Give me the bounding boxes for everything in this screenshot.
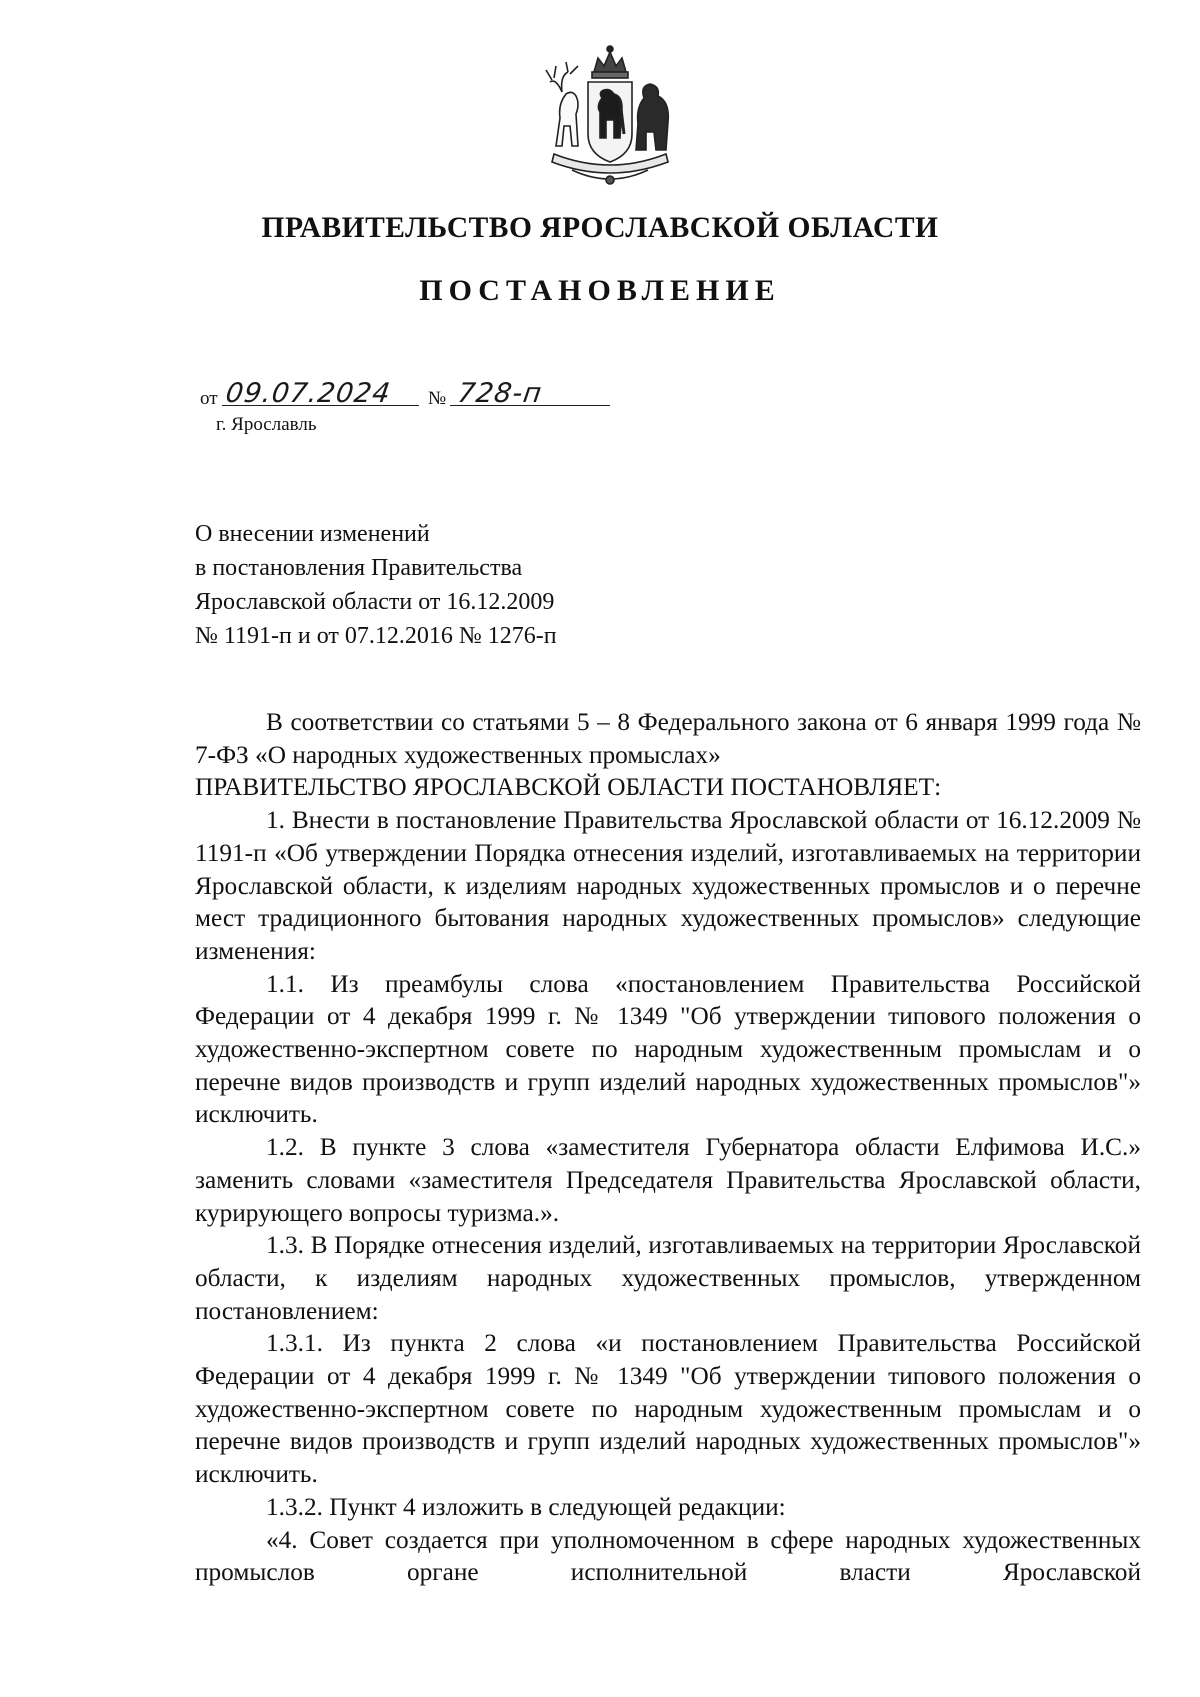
quoted-clause-4: «4. Совет создается при уполномоченном в сфере народных художественных промыслов органе исполнительной власти Ярославской	[195, 1525, 1141, 1587]
clause-1-3-2: 1.3.2. Пункт 4 изложить в следующей редакции:	[266, 1492, 786, 1521]
subject-line: О внесении изменений	[195, 521, 430, 547]
resolves-heading: ПРАВИТЕЛЬСТВО ЯРОСЛАВСКОЙ ОБЛАСТИ ПОСТАНОВЛЯЕТ:	[195, 773, 942, 802]
date-prefix: от	[200, 388, 218, 409]
subject-line: в постановления Правительства	[195, 555, 523, 581]
city-label: г. Ярославль	[216, 414, 317, 435]
document-type-title: ПОСТАНОВЛЕНИЕ	[419, 274, 781, 307]
clause-1: 1. Внести в постановление Правительства Ярославской области от 16.12.2009 № 1191-п «Об утверждении Порядка отнесения изделий, изготавливаемых на территории Ярославской области, к изделиям народных художественных промыслов и о перечне мест традиционного бытования народных художественных промыслов» следующие изменения:	[195, 806, 1141, 965]
subject-line: № 1191-п и от 07.12.2016 № 1276-п	[195, 623, 557, 649]
subject-block	[195, 517, 557, 653]
date-value: 09.07.2024	[223, 378, 393, 409]
document-body	[195, 706, 1141, 1589]
clause-1-2: 1.2. В пункте 3 слова «заместителя Губернатора области Елфимова И.С.» заменить словами «заместителя Председателя Правительства Ярославской области, курирующего вопросы туризма.».	[195, 1133, 1141, 1227]
number-value: 728-п	[455, 378, 545, 409]
number-prefix: №	[428, 388, 447, 409]
date-number-row	[200, 378, 620, 414]
clause-1-1: 1.1. Из преамбулы слова «постановлением Правительства Российской Федерации от 4 декабря 1999 г. № 1349 "Об утверждении типового положения о художественно-экспертном совете по народным художественным промыслам и о перечне видов производств и групп изделий народных художественных промыслов"» исключить.	[195, 969, 1141, 1129]
government-title: ПРАВИТЕЛЬСТВО ЯРОСЛАВСКОЙ ОБЛАСТИ	[261, 212, 939, 244]
clause-1-3-1: 1.3.1. Из пункта 2 слова «и постановлением Правительства Российской Федерации от 4 декабря 1999 г. № 1349 "Об утверждении типового положения о художественно-экспертном совете по народным художественным промыслам и о перечне видов производств и групп изделий народных художественных промыслов"» исключить.	[195, 1329, 1141, 1489]
coat-of-arms-yaroslavl-icon	[532, 42, 688, 192]
preamble-paragraph: В соответствии со статьями 5 – 8 Федерального закона от 6 января 1999 года № 7-ФЗ «О народных художественных промыслах»	[195, 708, 1141, 769]
subject-line: Ярославской области от 16.12.2009	[195, 589, 555, 615]
clause-1-3: 1.3. В Порядке отнесения изделий, изготавливаемых на территории Ярославской области, к изделиям народных художественных промыслов, утвержденном постановлением:	[195, 1231, 1141, 1325]
